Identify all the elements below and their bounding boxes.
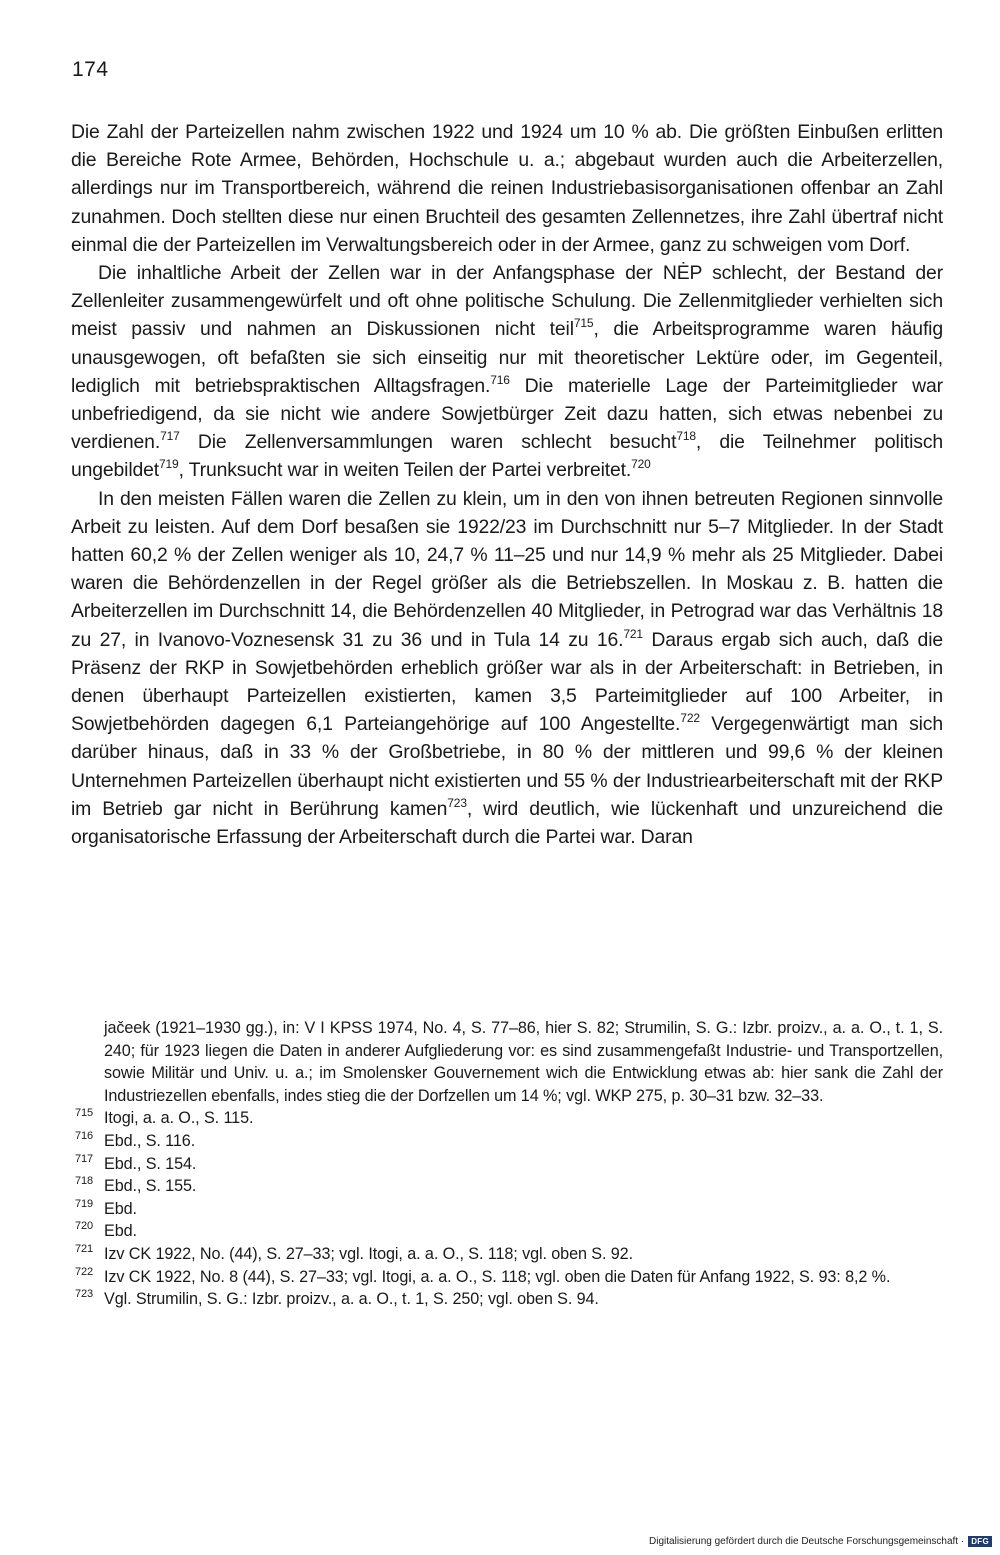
footnote-continuation: jačeek (1921–1930 gg.), in: V I KPSS 1974, No. 4, S. 77–86, hier S. 82; Strumilin, S. G.: Izbr. proizv., a. a. O., t. 1, S. 240; für 1923 liegen die Daten in anderer Aufgliederung vor: es sind zusammengefaßt Industrie- und Transportzellen, sowie Militär und Univ. u. a.; im Smolensker Gouvernement wich die Entwicklung etwas ab: hier sank die Zahl der Industriezellen ebenfalls, indes stieg die der Dorfzellen um 14 %; vgl. WKP 275, p. 30–31 bzw. 32–33. [104,1019,943,1105]
text-run: Daraus ergab sich auch, daß die Präsenz der RKP in Sowjetbehörden erheblich größer war als in der Arbeiterschaft: in Betrieben, in denen überhaupt Parteizellen existierten, kamen 3,5 Parteimitglieder auf 100 Arbeiter, in Sowjetbehörden dagegen 6,1 Parteiangehörige auf 100 Angestellte. [71,628,943,736]
dfg-logo: DFG [968,1536,992,1547]
text-run: , die Teilnehmer politisch ungebildet [71,431,943,482]
text-run: Die inhaltliche Arbeit der Zellen war in der Anfangsphase der NĖP schlecht, der Bestand der Zellenleiter zusammengewürfelt und oft ohne politische Schulung. Die Zellenmitglieder verhielten sich meist passiv und nahmen an Diskussionen nicht teil [71,262,943,341]
footnote-reference[interactable]: 716 [490,372,510,387]
footer [649,1536,992,1547]
footnote-number: 721 [75,1242,94,1255]
footnote-list [71,1107,943,1310]
footnote [71,1288,943,1311]
paragraph [71,118,943,259]
footnote-text: Ebd., S. 116. [104,1131,196,1150]
footnote [71,1175,943,1198]
text-run: , die Arbeitsprogramme waren häufig unausgewogen, oft befaßten sie sich einseitig nur mit theoretischer Lektüre oder, im Gegenteil, lediglich mit betriebspraktischen Alltagsfragen. [71,318,943,397]
page-number: 174 [72,58,109,81]
footnote-number: 716 [75,1129,94,1142]
footnote-number: 715 [75,1107,94,1120]
footer-text: Digitalisierung gefördert durch die Deutsche Forschungsgemeinschaft · [649,1536,965,1547]
footnote [71,1220,943,1243]
text-run: Die Zahl der Parteizellen nahm zwischen 1922 und 1924 um 10 % ab. Die größten Einbußen erlitten die Bereiche Rote Armee, Behörden, Hochschule u. a.; abgebaut wurden auch die Arbeiterzellen, allerdings nur im Transportbereich, während die reinen Industriebasisorganisationen offenbar an Zahl zunahmen. Doch stellten diese nur einen Bruchteil des gesamten Zellennetzes, ihre Zahl übertraf nicht einmal die der Parteizellen im Verwaltungsbereich oder in der Armee, ganz zu schweigen vom Dorf. [71,121,943,256]
footnote-text: Izv CK 1922, No. (44), S. 27–33; vgl. Itogi, a. a. O., S. 118; vgl. oben S. 92. [104,1244,633,1263]
footnote [71,1198,943,1221]
footnote-reference[interactable]: 722 [680,711,700,726]
footnote-number: 717 [75,1152,94,1165]
footnote-reference[interactable]: 721 [623,626,643,641]
footnote-text: Izv CK 1922, No. 8 (44), S. 27–33; vgl. Itogi, a. a. O., S. 118; vgl. oben die Daten für Anfang 1922, S. 93: 8,2 %. [104,1267,891,1286]
footnote-number: 723 [75,1288,94,1301]
text-run: Die materielle Lage der Parteimitglieder war unbefriedigend, da sie nicht wie andere Sowjetbürger Zeit dazu hatten, sich etwas nebenbei zu verdienen. [71,374,943,454]
footnote-reference[interactable]: 715 [573,316,594,331]
footnote-text: Vgl. Strumilin, S. G.: Izbr. proizv., a. a. O., t. 1, S. 250; vgl. oben S. 94. [104,1290,599,1309]
text-run: Die Zellenversammlungen waren schlecht besucht [179,431,677,454]
footnote-number: 722 [75,1265,94,1278]
footnote-text: Ebd., S. 154. [104,1154,197,1173]
text-run: , wird deutlich, wie lückenhaft und unzureichend die organisatorische Erfassung der Arbeiterschaft durch die Partei war. Daran [71,797,943,849]
footnote-text: Ebd. [104,1222,137,1241]
footnote [71,1107,943,1130]
footnote-reference[interactable]: 720 [631,457,651,472]
text-run: Vergegenwärtigt man sich darüber hinaus, daß in 33 % der Großbetriebe, in 80 % der mittleren und 99,6 % der kleinen Unternehmen Parteizellen überhaupt nicht existierten und 55 % der Industriearbeiterschaft mit der RKP im Betrieb gar nicht in Berührung kamen [71,713,943,820]
footnote-reference[interactable]: 723 [447,795,467,810]
footnotes [71,1017,943,1311]
footnote [71,1243,943,1266]
footnote-text: Ebd. [104,1199,137,1218]
footnote-number: 719 [75,1197,94,1210]
footnote-number: 720 [75,1220,94,1233]
footnote [71,1130,943,1153]
footnote-reference[interactable]: 719 [159,457,179,472]
footnote-reference[interactable]: 718 [676,429,696,444]
footnote-reference[interactable]: 717 [160,429,180,444]
text-run: In den meisten Fällen waren die Zellen zu klein, um in den von ihnen betreuten Regionen sinnvolle Arbeit zu leisten. Auf dem Dorf besaßen sie 1922/23 im Durchschnitt nur 5–7 Mitglieder. In der Stadt hatten 60,2 % der Zellen weniger als 10, 24,7 % 11–25 und nur 14,9 % mehr als 25 Mitglieder. Dabei waren die Behördenzellen in der Regel größer als die Betriebszellen. In Moskau z. B. hatten die Arbeiterzellen im Durchschnitt 14, die Behördenzellen 40 Mitglieder, in Petrograd war das Verhältnis 18 zu 27, in Ivanovo-Voznesensk 31 zu 36 und in Tula 14 zu 16. [71,487,943,651]
footnote-number: 718 [75,1175,94,1188]
paragraph [71,259,943,485]
main-text [71,118,943,851]
footnote-text: Itogi, a. a. O., S. 115. [104,1109,254,1128]
text-run: , Trunksucht war in weiten Teilen der Partei verbreitet. [178,459,632,482]
footnote [71,1266,943,1289]
footnote [71,1153,943,1176]
footnote-text: Ebd., S. 155. [104,1177,197,1196]
paragraph [71,485,943,852]
